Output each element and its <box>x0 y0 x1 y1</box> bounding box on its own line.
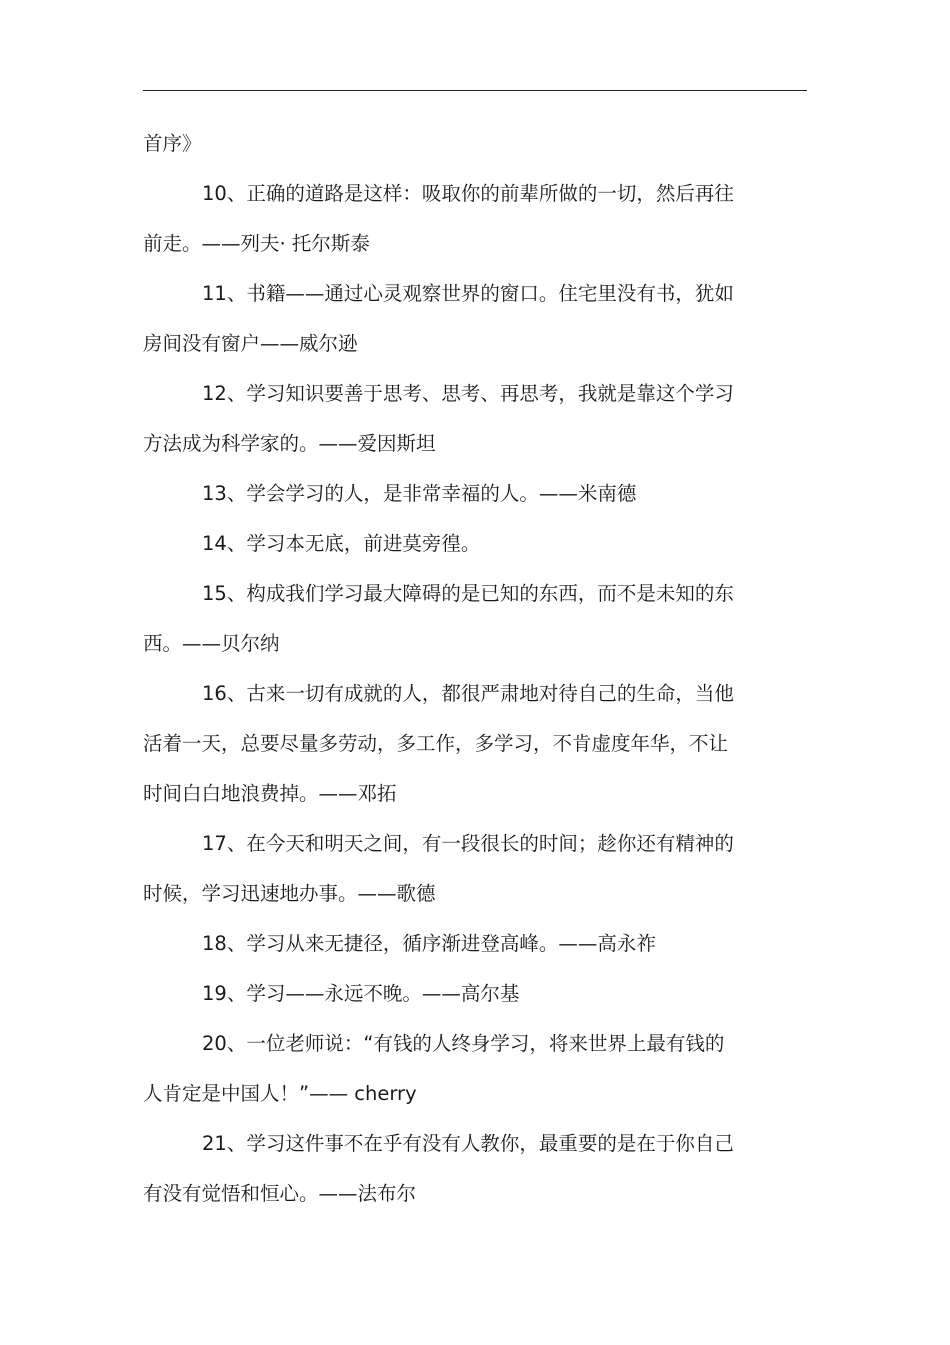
quote-10-line-2: 前走。——列夫· 托尔斯泰 <box>143 232 370 255</box>
quote-16-line-3: 时间白白地浪费掉。——邓拓 <box>143 782 397 805</box>
quote-15-line-2: 西。——贝尔纳 <box>143 632 280 655</box>
quote-12-line-2: 方法成为科学家的。——爱因斯坦 <box>143 432 436 455</box>
quote-12-line-1: 12、学习知识要善于思考、思考、再思考，我就是靠这个学习 <box>202 382 734 405</box>
quote-20-line-1: 20、一位老师说：“有钱的人终身学习，将来世界上最有钱的 <box>202 1032 725 1055</box>
text-line: 首序》 <box>143 132 202 155</box>
quote-14: 14、学习本无底，前进莫旁徨。 <box>202 532 481 555</box>
quote-13: 13、学会学习的人，是非常幸福的人。——米南德 <box>202 482 637 505</box>
quote-16-line-2: 活着一天，总要尽量多劳动，多工作，多学习，不肯虚度年华，不让 <box>143 732 729 755</box>
quote-21-line-1: 21、学习这件事不在乎有没有人教你，最重要的是在于你自己 <box>202 1132 734 1155</box>
quote-17-line-1: 17、在今天和明天之间，有一段很长的时间；趁你还有精神的 <box>202 832 734 855</box>
quote-10-line-1: 10、正确的道路是这样：吸取你的前辈所做的一切，然后再往 <box>202 182 734 205</box>
quote-20-line-2: 人肯定是中国人！”—— cherry <box>143 1082 417 1105</box>
quote-11-line-2: 房间没有窗户——威尔逊 <box>143 332 358 355</box>
header-rule <box>143 90 807 91</box>
quote-16-line-1: 16、古来一切有成就的人，都很严肃地对待自己的生命，当他 <box>202 682 734 705</box>
quote-18: 18、学习从来无捷径，循序渐进登高峰。——高永祚 <box>202 932 656 955</box>
quote-19: 19、学习——永远不晚。——高尔基 <box>202 982 520 1005</box>
quote-17-line-2: 时候，学习迅速地办事。——歌德 <box>143 882 436 905</box>
quote-21-line-2: 有没有觉悟和恒心。——法布尔 <box>143 1182 417 1205</box>
quote-11-line-1: 11、书籍——通过心灵观察世界的窗口。住宅里没有书，犹如 <box>202 282 734 305</box>
quote-15-line-1: 15、构成我们学习最大障碍的是已知的东西，而不是未知的东 <box>202 582 734 605</box>
